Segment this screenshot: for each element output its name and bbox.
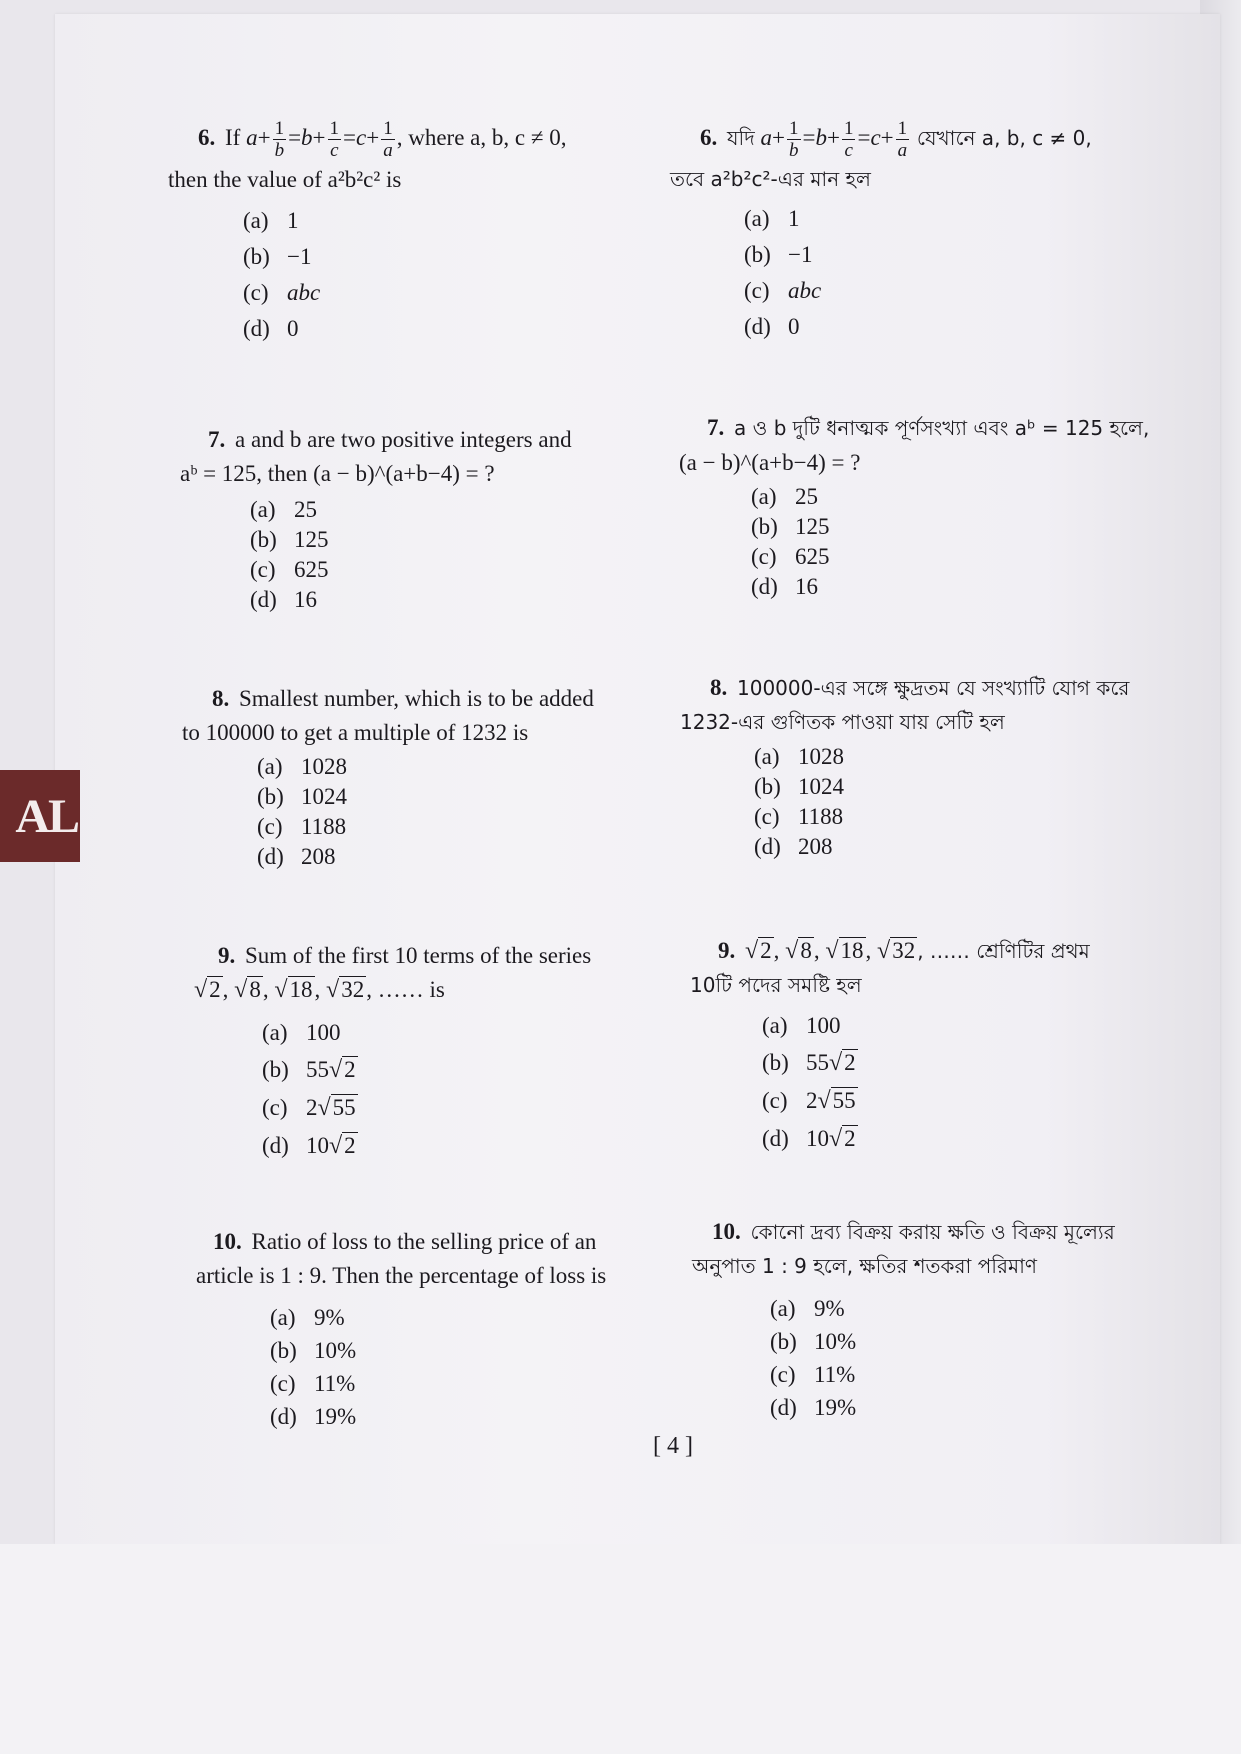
question-number: 9.: [718, 938, 736, 963]
option-a[interactable]: (a) 25: [250, 497, 317, 522]
options-list: [770, 1292, 1182, 1424]
option-a[interactable]: (a) 100: [262, 1020, 341, 1045]
option-a[interactable]: (a) 9%: [270, 1305, 345, 1330]
question-6-en: [168, 118, 638, 347]
question-stem: [208, 424, 648, 455]
option-b[interactable]: (b) −1: [243, 244, 312, 269]
option-d[interactable]: (d) 0: [243, 316, 299, 341]
stem-text-line2: then the value of a²b²c² is: [168, 167, 402, 192]
stem-text-line2: 10টি পদের সমষ্টি হল: [690, 973, 862, 997]
stem-text-line2: অনুপাত 1 : 9 হলে, ক্ষতির শতকরা পরিমাণ: [692, 1254, 1037, 1278]
option-a[interactable]: (a) 25: [751, 484, 818, 509]
option-b[interactable]: (b) 10%: [770, 1329, 857, 1354]
question-stem: [218, 940, 658, 971]
question-10-bn: [692, 1216, 1182, 1424]
question-9-en: [194, 940, 658, 1165]
question-9-bn: [690, 935, 1178, 1158]
question-stem: [710, 672, 1170, 704]
side-tab-label: AL: [15, 789, 78, 843]
question-number: 6.: [198, 124, 216, 150]
question-stem: [213, 1226, 663, 1257]
question-8-bn: [680, 672, 1170, 862]
option-d[interactable]: (d) 208: [754, 834, 833, 859]
option-b[interactable]: (b) 1024: [754, 774, 844, 799]
option-c[interactable]: (c) 2√55: [262, 1095, 356, 1121]
option-c[interactable]: (c) 2√55: [762, 1088, 856, 1114]
question-stem: [707, 412, 1167, 444]
option-d[interactable]: (d) 16: [751, 574, 818, 599]
question-number: 8.: [710, 675, 728, 700]
stem-text-line2: (a − b)^(a+b−4) = ?: [679, 450, 861, 475]
option-c[interactable]: (c) 11%: [770, 1362, 856, 1387]
question-number: 8.: [212, 686, 230, 711]
question-stem: [712, 1216, 1182, 1248]
option-c[interactable]: (c) 11%: [270, 1371, 356, 1396]
option-a[interactable]: (a) 1028: [754, 744, 844, 769]
stem-text-line2: তবে a²b²c²-এর মান হল: [670, 167, 871, 191]
stem-text: 100000-এর সঙ্গে ক্ষুদ্রতম যে সংখ্যাটি যোগ করে: [737, 676, 1130, 700]
option-d[interactable]: (d) 10√2: [762, 1126, 856, 1152]
equation: a+ $\frac{1}{b}$ =b+ $\frac{1}{c}$ =c+ $\frac{1}{a}$: [760, 118, 908, 161]
options-list: [257, 752, 652, 872]
options-list: [751, 482, 1167, 602]
options-list: [754, 742, 1170, 862]
option-c[interactable]: (c) abc: [744, 278, 822, 303]
question-stem: [198, 118, 638, 161]
option-b[interactable]: (b) 125: [751, 514, 830, 539]
options-list: [250, 495, 648, 615]
stem-text-line2: 1232-এর গুণিতক পাওয়া যায় সেটি হল: [680, 710, 1005, 734]
option-b[interactable]: (b) 55√2: [262, 1057, 356, 1083]
stem-text: , where a, b, c ≠ 0,: [396, 124, 567, 150]
equation: a+ $\frac{1}{b}$ =b+ $\frac{1}{c}$ =c+ $\frac{1}{a}$: [246, 118, 393, 161]
stem-text: , …… is: [366, 977, 445, 1002]
option-b[interactable]: (b) −1: [744, 242, 813, 267]
option-c[interactable]: (c) 625: [250, 557, 329, 582]
option-a[interactable]: (a) 9%: [770, 1296, 845, 1321]
option-d[interactable]: (d) 19%: [770, 1395, 857, 1420]
option-d[interactable]: (d) 10√2: [262, 1133, 356, 1159]
page-bottom-margin: [0, 1544, 1241, 1754]
options-list: [262, 1014, 658, 1165]
options-list: [744, 201, 1160, 345]
stem-text: Smallest number, which is to be added: [239, 686, 594, 711]
question-stem: [700, 118, 1160, 161]
stem-text: a and b are two positive integers and: [235, 427, 572, 452]
question-number: 10.: [213, 1229, 242, 1254]
stem-text: , …… শ্রেণিটির প্রথম: [917, 939, 1090, 963]
option-b[interactable]: (b) 1024: [257, 784, 347, 809]
series-expression: √2, √8, √18, √32, …… is: [194, 977, 445, 1003]
question-number: 7.: [707, 415, 725, 440]
stem-text: Ratio of loss to the selling price of an: [251, 1229, 597, 1254]
stem-text-line2: to 100000 to get a multiple of 1232 is: [182, 720, 529, 745]
option-a[interactable]: (a) 1028: [257, 754, 347, 779]
stem-text: কোনো দ্রব্য বিক্রয় করায় ক্ষতি ও বিক্রয় মূল্যের: [750, 1220, 1115, 1244]
question-stem: [212, 683, 652, 714]
stem-text: যেখানে a, b, c ≠ 0,: [916, 125, 1092, 150]
side-tab-marker: [0, 770, 80, 862]
option-d[interactable]: (d) 0: [744, 314, 800, 339]
question-6-bn: [670, 118, 1160, 345]
stem-text: If: [225, 124, 241, 150]
option-b[interactable]: (b) 125: [250, 527, 329, 552]
option-c[interactable]: (c) 1188: [754, 804, 844, 829]
option-c[interactable]: (c) abc: [243, 280, 321, 305]
stem-text-line2: aᵇ = 125, then (a − b)^(a+b−4) = ?: [180, 461, 495, 486]
option-c[interactable]: (c) 625: [751, 544, 830, 569]
question-number: 6.: [700, 124, 718, 150]
options-list: [243, 203, 638, 347]
question-7-bn: [679, 412, 1167, 602]
options-list: [270, 1301, 663, 1433]
question-10-en: [196, 1226, 663, 1433]
question-number: 7.: [208, 427, 226, 452]
option-b[interactable]: (b) 10%: [270, 1338, 357, 1363]
question-stem: 9. √2, √8, √18, √32 , …… শ্রেণিটির প্রথম: [718, 938, 1090, 964]
option-d[interactable]: (d) 19%: [270, 1404, 357, 1429]
option-a[interactable]: (a) 1: [243, 208, 299, 233]
question-number: 10.: [712, 1219, 741, 1244]
stem-text-line2: article is 1 : 9. Then the percentage of loss is: [196, 1263, 607, 1288]
stem-text: যদি: [727, 125, 755, 150]
stem-text: a ও b দুটি ধনাত্মক পূর্ণসংখ্যা এবং aᵇ = 125 হলে,: [734, 416, 1150, 440]
stem-text: Sum of the first 10 terms of the series: [245, 943, 592, 968]
option-a[interactable]: (a) 100: [762, 1013, 841, 1038]
question-8-en: [182, 683, 652, 872]
page-number: [ 4 ]: [653, 1433, 693, 1459]
option-c[interactable]: (c) 1188: [257, 814, 347, 839]
options-list: [762, 1007, 1178, 1158]
question-number: 9.: [218, 943, 236, 968]
option-d[interactable]: (d) 208: [257, 844, 336, 869]
option-d[interactable]: (d) 16: [250, 587, 317, 612]
question-7-en: [180, 424, 648, 615]
option-b[interactable]: (b) 55√2: [762, 1050, 856, 1076]
option-a[interactable]: (a) 1: [744, 206, 800, 231]
